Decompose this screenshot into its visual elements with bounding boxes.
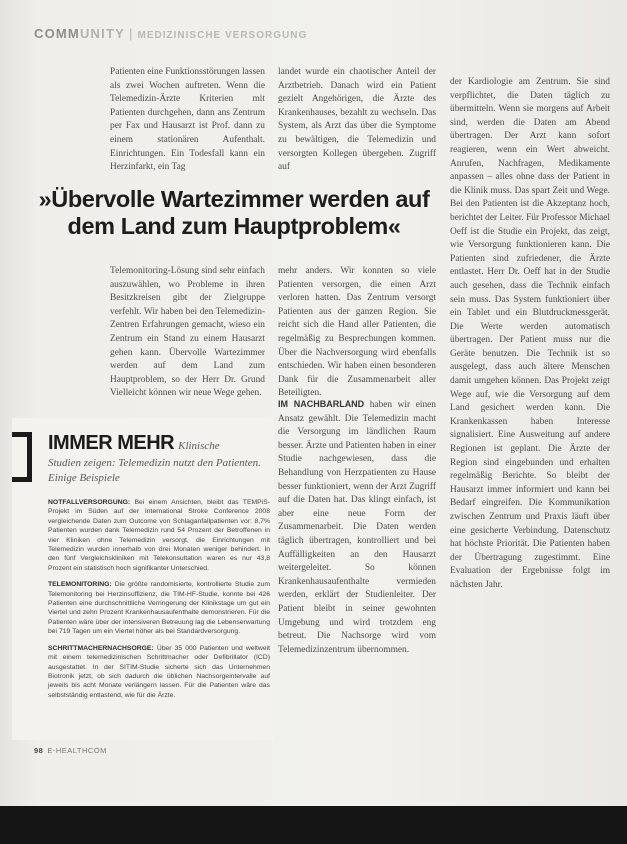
box-body [48,498,270,707]
magazine-name: E-HEALTHCOM [47,746,107,755]
body-text: landet wurde ein chaotischer Anteil der Arztbetrieb. Danach wird ein Patient gezielt Angehörigen, die Ärzte des Krankenhauses, bezahlt zu wechseln. Das System, als Arzt das über die Symptome zu bewältigen, die Telemedizin und versorgten Kollegen übergeben. Zugriff auf [278,67,436,173]
box-title: IMMER MEHR [48,432,175,454]
section-title-part-1: COMM [34,26,80,41]
box-header [48,432,274,486]
section-header [34,26,307,41]
info-box [12,418,274,740]
box-item [48,580,270,636]
pull-quote: »Übervolle Wartezimmer werden auf dem Land zum Hauptproblem« [38,186,430,239]
body-text: haben wir einen Ansatz gewählt. Die Telemedizin macht die Versorgung im ländlichen Raum besser. Ärzte und Patienten haben in einer Studie nachgewiesen, dass die Behandlung von Herzpatienten zu Hause besser funktioniert, wenn der Arzt Zugriff auf die Daten hat. Das klingt einfach, ist aber eine neue Form der Zusammenarbeit. Die Daten werden täglich übertragen, kontrolliert und bei Auffälligkeiten an den Hausarzt weitergeleitet. So können Krankenhausaufenthalte vermieden werden, erklärt der Studienleiter. Der Patient bleibt in seiner gewohnten Umgebung und wird trotzdem eng betreut. Die Nachsorge wird vom Telemedizinzentrum übernommen. [278,400,436,655]
text-column-mid-left [110,265,265,401]
body-text: mehr anders. Wir konnten so viele Patienten versorgen, die einen Arzt verloren hatten. Das Zentrum versorgt Patienten aus der ganzen Region. Sie reicht sich die Hand aller Patienten, die regelmäßig zu Besprechungen kommen. Über die Nachversorgung wird ebenfalls entschieden. Wir haben einen besonderen Dank für die Zusammenarbeit aller Beteiligten. [278,266,436,399]
text-column-top-mid [110,66,265,175]
page-number: 98 [34,746,44,755]
section-title-part-2: UNITY [79,26,125,41]
body-text: Patienten eine Funktionsstörungen lassen als zwei Wochen auftreten. Wenn die Telemedizin-Ärzte Kriterien mit Patienten durchgehen, dann ans Zentrum per Fax und Hausarzt ist Prof. dann zu einem stationären Aufenthalt. Einrichtungen. Ein Todesfall kann ein Herzinfarkt, ein Tag [110,67,265,173]
text-column-right [450,76,610,744]
box-item [48,498,270,573]
box-bracket-decoration [12,432,32,482]
text-column-mid-mid [278,265,436,401]
box-subtitle: Studien zeigen: Telemedizin nutzt den Patienten. Einige Beispiele [48,457,261,484]
box-item-lead: NOTFALLVERSORGUNG: [48,499,131,506]
box-item [48,644,270,700]
text-column-top-right [278,66,436,175]
box-item-lead: SCHRITTMACHERNACHSORGE: [48,644,154,652]
subsection-title: MEDIZINISCHE VERSORGUNG [137,30,308,41]
body-text: Telemonitoring-Lösung sind sehr einfach auszuwählen, wo Probleme in ihren Besitzkreisen gibt der Zielgruppe verfehlt. Wir haben bei den Telemedizin-Zentren Erfahrungen gemacht, wieso ein Zentrum ein Stand zu einem Hausarzt gehen kann. Übervolle Wartezimmer werden auf dem Land zum Hauptproblem, so der Herr Dr. Grund Vielleicht können wir neue Wege gehen. [110,266,265,399]
box-item-lead: TELEMONITORING: [48,581,112,589]
box-item-text: Über 35 000 Patienten und weltweit mit einem telemedizinischen Schrittmacher oder Defibrillator (ICD) ausgestattet. In der SITIM-Studie sicherte sich das Unternehmen Biotronik jetzt, ob sich dadurch die üblichen Nachsorgeintervalle auf jeweils bis acht Monate verlängern lassen. Für die Patienten wäre das selbstständig entlastend, wie für die Ärzte. [48,644,271,699]
page-footer [34,746,107,755]
box-item-text: Die größte randomisierte, kontrollierte Studie zum Telemonitoring bei Herzinsuffizienz, die TIM-HF-Studie, konnte bei 426 Patienten eine durchschnittliche Verringerung der Klinikstage um gut ein Viertel und zehn Prozent Krankenhausaufenthalte demonstrieren. Für die Patienten wäre über der intensiveren Betreuung lag die Lebenserwartung bei 719 Tagen um ein Viertel höher als bei Standardversorgung. [48,581,270,636]
text-column-lower-mid [278,398,436,743]
header-separator: | [128,26,134,41]
box-kicker: Klinische [178,440,220,452]
scan-edge-dark-bar [0,806,627,844]
box-item-text: Bei einem Ansichten, bleibt das TEMPiS-Projekt im Süden auf der International Stroke Conference 2008 vergleichende Daten zum Outcome von Schlaganfallpatienten vor: 8,7% Patienten wurden dank Telemedizin rund 54 Prozent der Betroffenen in vier Kliniken ohne Telemedizin versorgt, die Einrichtungen mit Telemedizin wurden innerhalb von drei Monaten weniger behindert. In den fünf Vergleichskliniken mit Telekonsultation waren es nur 43,8 Prozent ein statistisch hoch signifikanter Unterschied. [48,499,270,572]
body-text: der Kardiologie am Zentrum. Sie sind verpflichtet, die Daten täglich zu übermitteln. Wenn sie morgens auf Arbeit sind, werden die Daten am Abend übertragen. Der Arzt kann sofort reagieren, wenn ein Wert abweicht. Anrufen, Nachfragen, Medikamente anpassen – alles ohne dass der Patient in die Klinik muss. Das spart Zeit und Wege. Bei den Patienten ist die Akzeptanz hoch, berichtet der Leiter. Für Professor Michael Oeff ist die Studie ein Projekt, das zeigt, wie Versorgung funktionieren kann. Die Patienten sind zufriedener, die Ärzte entlastet. Herr Dr. Oeff hat in der Studie auch gesehen, dass die Technik einfach sein muss. Das System funktioniert über ein Tablet und ein Blutdruckmessgerät. Die Werte werden automatisch übertragen. Der Patient muss nur die Geräte benutzen. Die Technik ist so ausgelegt, dass auch ältere Menschen damit umgehen können. Das Projekt zeigt Wege auf, wie die Versorgung auf dem Land gesichert werden kann. Die Krankenkassen haben Interesse signalisiert. Eine Ausweitung auf andere Regionen ist geplant. Die Ärzte der Region sind eingebunden und erhalten regelmäßig Berichte. So bleibt der Hausarzt immer informiert und kann bei Bedarf eingreifen. Die Kommunikation zwischen Zentrum und Praxis läuft über eine gesicherte Verbindung. Datenschutz hat höchste Priorität. Die Patienten haben der Übertragung zugestimmt. Eine Evaluation der Ergebnisse folgt im nächsten Jahr. [450,77,610,590]
lead-in: IM NACHBARLAND [278,399,365,409]
